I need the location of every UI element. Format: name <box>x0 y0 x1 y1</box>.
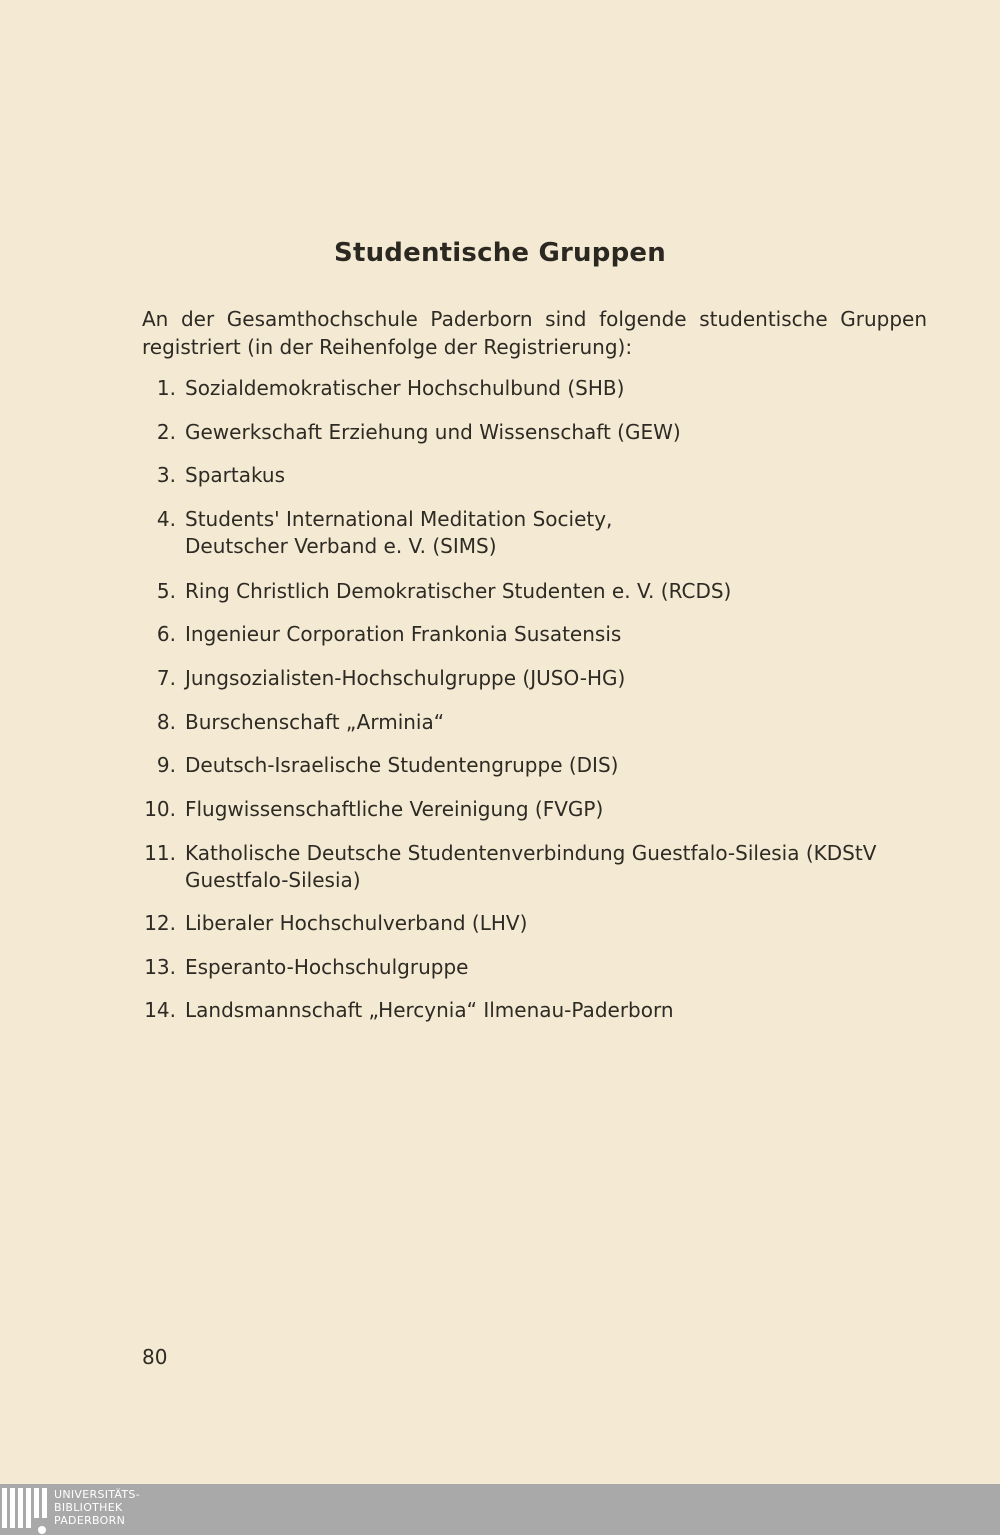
list-item-number: 12. <box>144 911 176 935</box>
list-item-text: Deutsch-Israelische Studentengruppe (DIS) <box>185 753 619 777</box>
logo-line: BIBLIOTHEK <box>54 1501 123 1514</box>
list-item-text: Esperanto-Hochschulgruppe <box>185 955 469 979</box>
library-logo-text <box>54 1488 140 1527</box>
logo-line: UNIVERSITÄTS- <box>54 1488 140 1501</box>
list-item-text: Liberaler Hochschulverband (LHV) <box>185 911 528 935</box>
page-number: 80 <box>142 1345 168 1369</box>
list-item-text: Landsmannschaft „Hercynia“ Ilmenau-Paderborn <box>185 998 674 1022</box>
list-item-number: 5. <box>156 579 176 603</box>
list-item-number: 8. <box>156 710 176 734</box>
list-item-text: Burschenschaft „Arminia“ <box>185 710 445 734</box>
list-item-number: 11. <box>144 841 176 865</box>
list-item-number: 4. <box>156 507 176 531</box>
list-item-number: 10. <box>144 797 176 821</box>
page-title: Studentische Gruppen <box>334 238 666 268</box>
list-item-number: 6. <box>156 622 176 646</box>
list-item-number: 9. <box>156 753 176 777</box>
list-item-text: Gewerkschaft Erziehung und Wissenschaft (GEW) <box>185 420 681 444</box>
list-item-text: Ingenieur Corporation Frankonia Susatensis <box>185 622 622 646</box>
list-item-number: 14. <box>144 998 176 1022</box>
list-item-text: Jungsozialisten-Hochschulgruppe (JUSO-HG) <box>185 666 626 690</box>
list-item-text: Spartakus <box>185 463 286 487</box>
list-item-text: Flugwissenschaftliche Vereinigung (FVGP) <box>185 797 604 821</box>
list-item-number: 1. <box>156 376 176 400</box>
list-item-text: Sozialdemokratischer Hochschulbund (SHB) <box>185 376 625 400</box>
list-item-number: 7. <box>156 666 176 690</box>
list-item-number: 13. <box>144 955 176 979</box>
list-item-text: Students' International Meditation Society, Deutscher Verband e. V. (SIMS) <box>185 507 613 558</box>
library-logo <box>2 1486 142 1533</box>
list-item-number: 3. <box>156 463 176 487</box>
logo-line: PADERBORN <box>54 1514 126 1527</box>
list-item-text: Ring Christlich Demokratischer Studenten e. V. (RCDS) <box>185 579 732 603</box>
list-item-text: Katholische Deutsche Studentenverbindung Guestfalo-Silesia (KDStV Guestfalo-Silesia) <box>185 841 877 892</box>
library-footer-bar <box>0 1484 1000 1535</box>
library-logo-bars-icon <box>2 1488 50 1532</box>
intro-paragraph: An der Gesamthochschule Paderborn sind folgende studentische Gruppen registriert (in der Reihenfolge der Registrierung): <box>142 307 927 359</box>
list-item-number: 2. <box>156 420 176 444</box>
